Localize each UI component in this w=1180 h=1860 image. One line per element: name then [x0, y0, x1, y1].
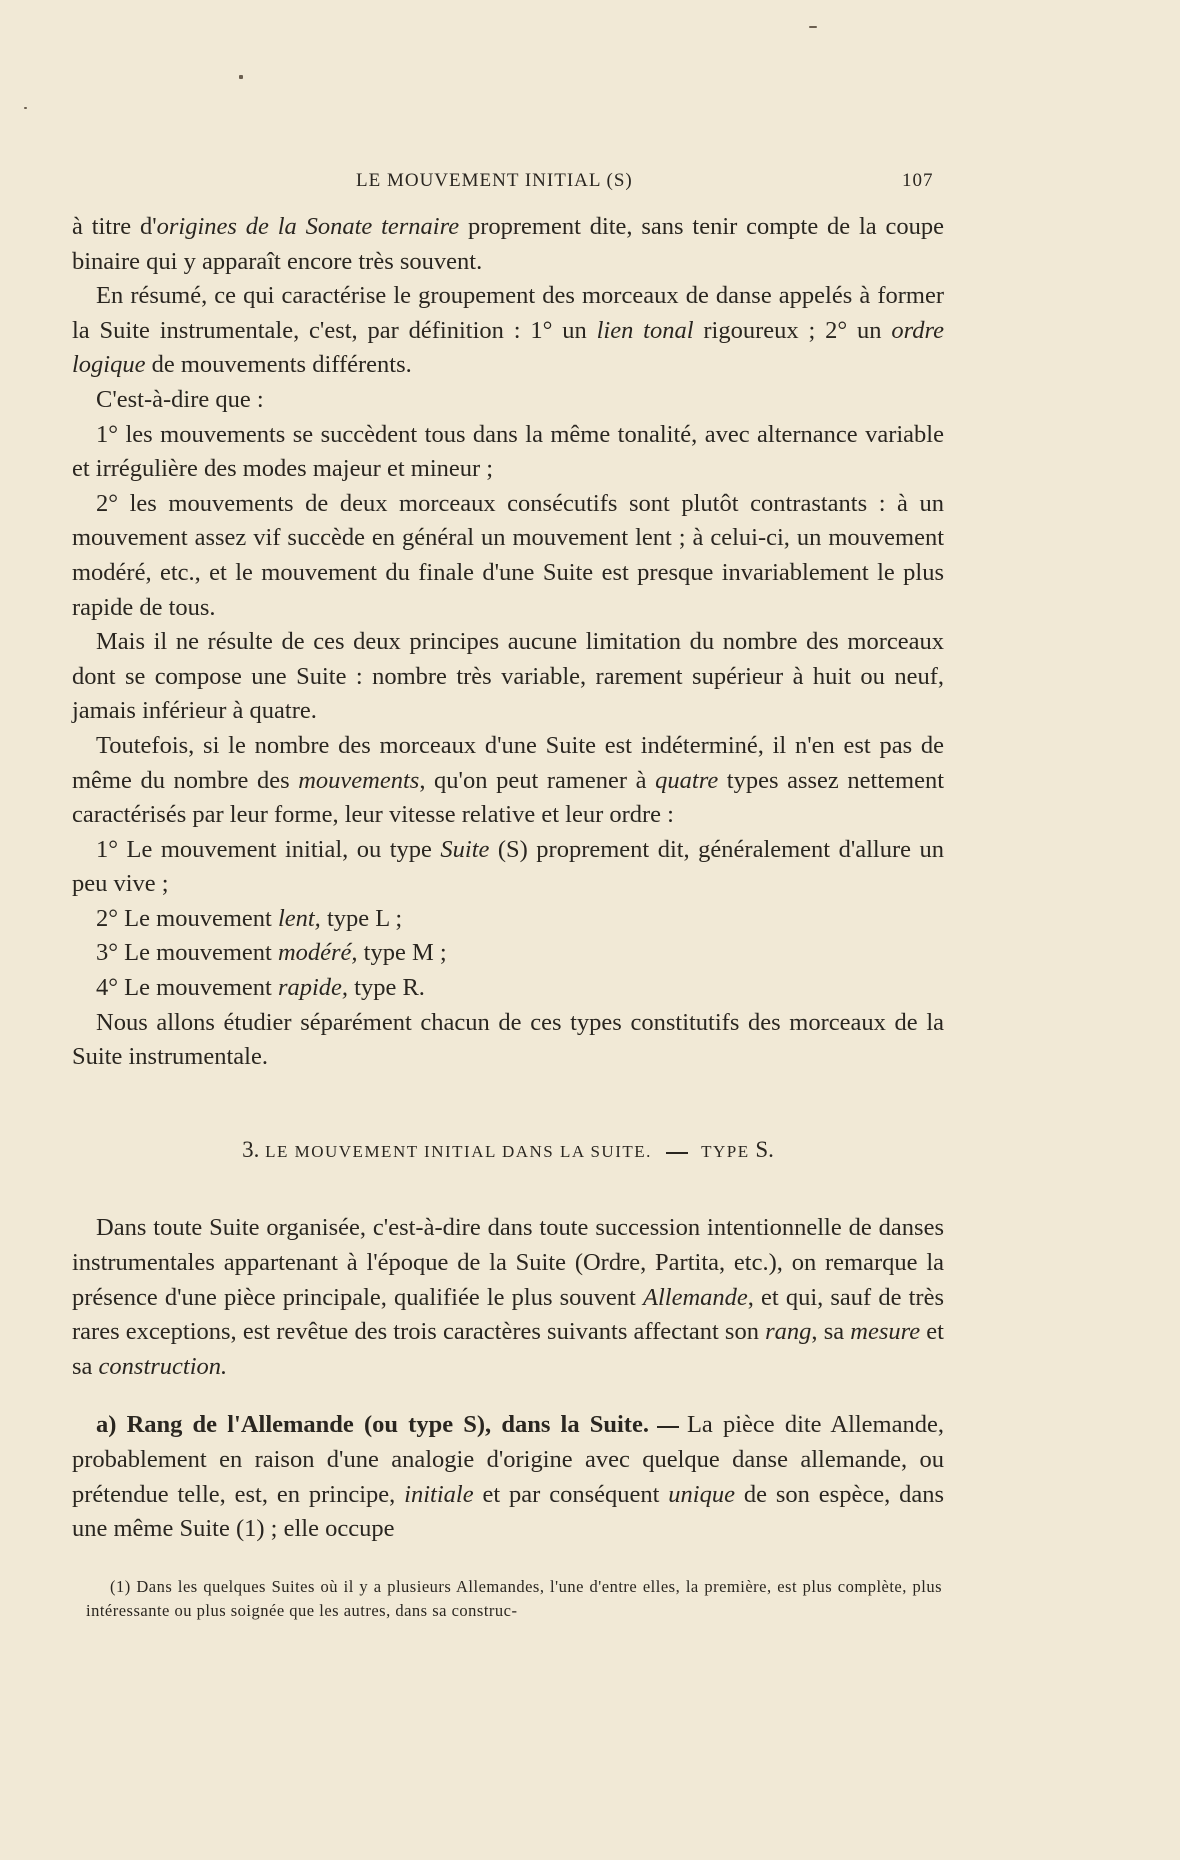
emphasis: rang	[765, 1318, 812, 1346]
list-item: 2° Le mouvement lent, type L ;	[96, 904, 403, 932]
subsection-lead: a) Rang de l'Allemande (ou type S), dans la Suite.	[96, 1411, 649, 1439]
emphasis: ordre logique	[72, 316, 944, 379]
section-number: 3.	[242, 1136, 260, 1162]
emphasis: construction.	[98, 1352, 228, 1380]
emphasis: Allemande	[642, 1283, 748, 1311]
emphasis: initiale	[404, 1480, 474, 1508]
speck	[24, 107, 27, 109]
emphasis: rapide,	[277, 974, 349, 1002]
speck	[239, 75, 243, 79]
footnote: (1) Dans les quelques Suites où il y a plusieurs Allemandes, l'une d'entre elles, la première, est plus complète, plus intéressante ou plus soignée que les autres, dans sa construc-	[86, 1577, 942, 1620]
page-number: 107	[902, 170, 934, 191]
footnotes	[86, 1575, 942, 1623]
emphasis: origines de la Sonate ternaire	[156, 213, 460, 240]
paragraph: à titre d'origines de la Sonate ternaire proprement dite, sans tenir compte de la coupe binaire qui y apparaît encore très souvent.	[72, 213, 944, 275]
em-dash-rule	[657, 1426, 679, 1428]
emphasis: mouvements	[298, 766, 420, 794]
list-item: 4° Le mouvement rapide, type R.	[96, 974, 425, 1002]
paragraph: Toutefois, si le nombre des morceaux d'une Suite est indéterminé, il n'en est pas de même du nombre des mouvements, qu'on peut ramener à quatre types assez nettement caractérisés par leur forme, leur vitesse relative et leur ordre :	[72, 731, 944, 829]
list-item: 1° Le mouvement initial, ou type Suite (S) proprement dit, généralement d'allure un peu vive ;	[72, 835, 944, 898]
list-item: 3° Le mouvement modéré, type M ;	[96, 939, 447, 967]
speck	[809, 26, 817, 28]
section-title: LE MOUVEMENT INITIAL DANS LA SUITE.	[265, 1141, 652, 1161]
section-heading	[72, 1133, 944, 1170]
emphasis: unique	[668, 1480, 735, 1508]
section-letter: S.	[755, 1136, 774, 1162]
paragraph: a) Rang de l'Allemande (ou type S), dans la Suite. La pièce dite Allemande, probablement en raison d'une analogie d'origine avec quelque danse allemande, ou prétendue telle, est, en principe, initiale et par conséquent unique de son espèce, dans une même Suite (1) ; elle occupe	[72, 1411, 944, 1543]
main-text	[72, 210, 944, 1547]
paragraph: Nous allons étudier séparément chacun de ces types constitutifs des morceaux de la Suite instrumentale.	[72, 1008, 944, 1071]
emphasis: Suite	[440, 835, 490, 863]
emphasis: quatre	[655, 766, 719, 794]
emphasis: mesure	[850, 1318, 921, 1346]
paragraph: C'est-à-dire que :	[96, 385, 264, 413]
paragraph: En résumé, ce qui caractérise le groupement des morceaux de danse appelés à former la Suite instrumentale, c'est, par définition : 1° un lien tonal rigoureux ; 2° un ordre logique de mouvements différents.	[72, 282, 944, 379]
list-item: 2° les mouvements de deux morceaux consécutifs sont plutôt contrastants : à un mouvement assez vif succède en général un mouvement lent ; à celui-ci, un mouvement modéré, etc., et le mouvement du finale d'une Suite est presque invariablement le plus rapide de tous.	[72, 489, 944, 621]
section-type-label: TYPE	[701, 1141, 750, 1161]
paragraph: Dans toute Suite organisée, c'est-à-dire dans toute succession intentionnelle de danses instrumentales appartenant à l'époque de la Suite (Ordre, Partita, etc.), on remarque la présence d'une pièce principale, qualifiée le plus souvent Allemande, et qui, sauf de très rares exceptions, est revêtue des trois caractères suivants affectant son rang, sa mesure et sa construction.	[72, 1214, 944, 1380]
emphasis: lent,	[277, 904, 321, 932]
emphasis: lien tonal	[596, 316, 694, 344]
list-item: 1° les mouvements se succèdent tous dans la même tonalité, avec alternance variable et irrégulière des modes majeur et mineur ;	[72, 420, 944, 483]
running-header	[0, 170, 1180, 200]
emphasis: modéré,	[277, 939, 358, 967]
running-title: LE MOUVEMENT INITIAL (S)	[356, 170, 633, 191]
paragraph: Mais il ne résulte de ces deux principes aucune limitation du nombre des morceaux dont se compose une Suite : nombre très variable, rarement supérieur à huit ou neuf, jamais inférieur à quatre.	[72, 628, 944, 725]
em-dash-rule	[666, 1152, 688, 1154]
